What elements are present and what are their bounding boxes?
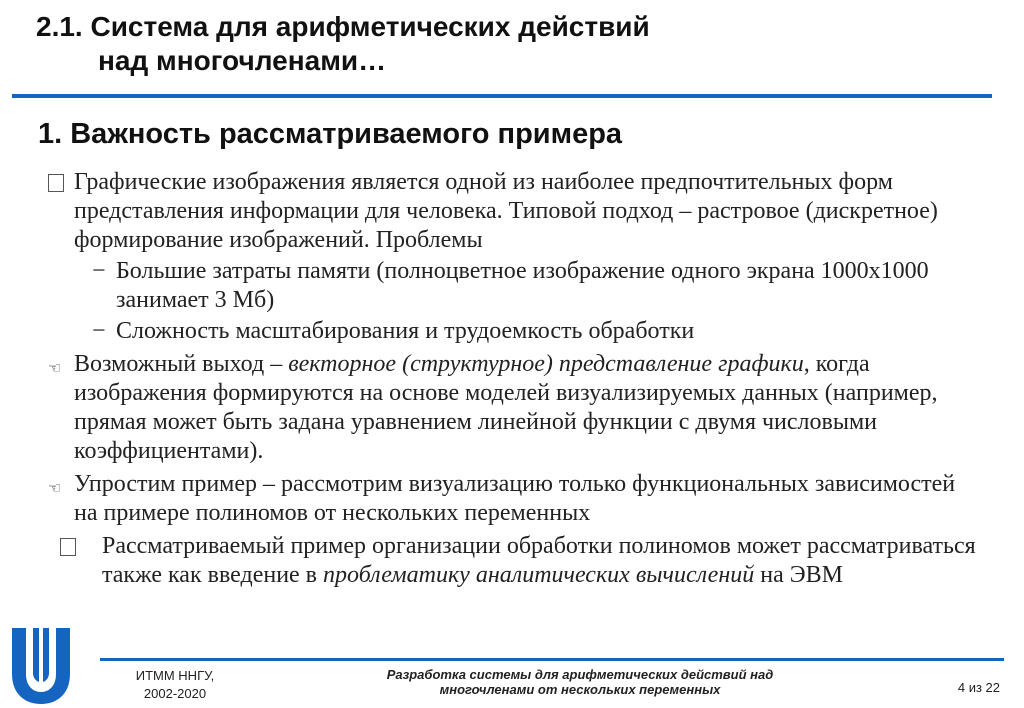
footer-divider bbox=[100, 658, 1004, 661]
slide-content bbox=[48, 168, 978, 590]
university-logo bbox=[6, 624, 76, 706]
bullet-item-1-text: Графические изображения является одной из наиболее предпочтительных форм представления информации для человека. Типовой подход – растровое (дискретное) формирование изображений. Проблемы bbox=[74, 169, 938, 253]
bullet-item-4-emphasis: проблематику аналитических вычислений bbox=[323, 562, 755, 588]
footer-org-name: ИТММ ННГУ, bbox=[135, 668, 215, 683]
footer-course-line2: многочленами от нескольких переменных bbox=[439, 682, 721, 697]
dash-marker: − bbox=[92, 258, 106, 284]
dash-marker: − bbox=[92, 318, 106, 344]
page-number: 4 из 22 bbox=[957, 680, 1000, 695]
bullet-item-4-text-start: Рассматриваемый пример организации обработки полиномов может рассматриваться также как введение в bbox=[102, 533, 976, 588]
checkbox-bullet-icon bbox=[60, 532, 90, 566]
checkbox-bullet-icon bbox=[48, 168, 72, 202]
bullet-item-2 bbox=[48, 350, 978, 466]
bullet-item-4 bbox=[60, 532, 978, 590]
slide-title bbox=[36, 10, 650, 78]
slide-title-line1: 2.1. Система для арифметических действий bbox=[36, 11, 650, 42]
footer-course-line1: Разработка системы для арифметических действий над bbox=[386, 667, 774, 682]
slide-title-line2: над многочленами… bbox=[98, 45, 387, 76]
header-divider bbox=[12, 94, 992, 98]
sub-item-1-text: Большие затраты памяти (полноцветное изображение одного экрана 1000х1000 занимает 3 Мб) bbox=[116, 258, 929, 313]
footer-course-title bbox=[320, 667, 840, 697]
section-heading: 1. Важность рассматриваемого примера bbox=[38, 118, 623, 150]
bullet-item-3-text: Упростим пример – рассмотрим визуализацию только функциональных зависимостей на примере полиномов от нескольких переменных bbox=[74, 471, 956, 526]
footer-organization bbox=[100, 667, 250, 703]
pointing-hand-icon: ☜ bbox=[48, 479, 62, 497]
sub-item-2 bbox=[48, 317, 978, 346]
bullet-item-1 bbox=[48, 168, 978, 255]
bullet-item-2-text-end: , когда изображения формируются на основе моделей визуализируемых данных (например, прямая может быть задана уравнением линейной функции с двумя числовыми коэффициентами). bbox=[74, 351, 938, 464]
pointing-hand-icon: ☜ bbox=[48, 359, 62, 377]
bullet-item-3 bbox=[48, 470, 978, 528]
bullet-item-4-text-end: на ЭВМ bbox=[754, 562, 843, 588]
sub-item-1 bbox=[48, 257, 978, 315]
bullet-item-2-text-start: Возможный выход – bbox=[74, 351, 289, 377]
sub-item-2-text: Сложность масштабирования и трудоемкость обработки bbox=[116, 318, 695, 344]
bullet-item-2-emphasis: векторное (структурное) представление графики bbox=[288, 351, 804, 377]
footer-org-years: 2002-2020 bbox=[143, 686, 207, 701]
